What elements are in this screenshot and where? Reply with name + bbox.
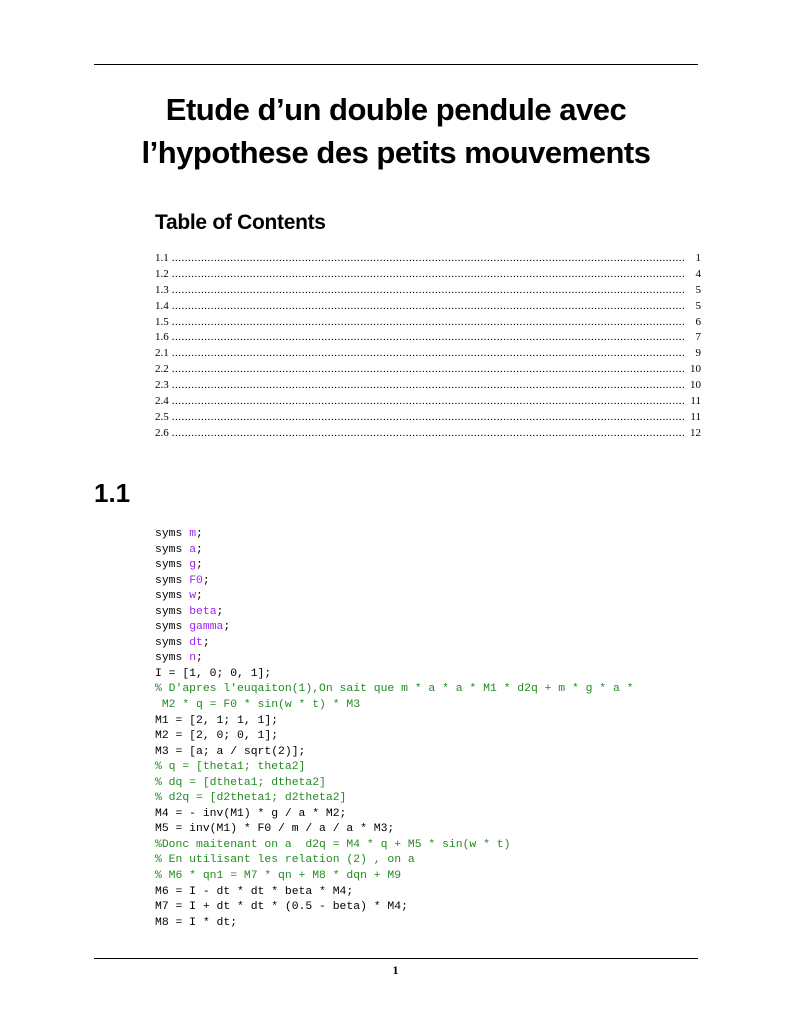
toc-entry[interactable] (155, 410, 701, 426)
code-comment-line: % M6 * qn1 = M7 * qn + M8 * dqn + M9 (155, 870, 402, 883)
code-keyword: syms (155, 590, 183, 603)
code-line-syms: syms a; (155, 543, 203, 556)
toc-leader-dots (172, 267, 686, 283)
title-line-1: Etude d’un double pendule avec (165, 92, 627, 127)
code-variable: a (189, 543, 197, 556)
title-line-2: l’hypothese des petits mouvements (141, 135, 651, 170)
code-variable: n (189, 652, 197, 665)
code-block (155, 527, 634, 931)
toc-entry-number: 2.1 (155, 347, 169, 360)
toc-entry-page: 5 (695, 283, 701, 296)
code-line: M3 = [a; a / sqrt(2)]; (155, 745, 306, 758)
code-variable: gamma (189, 621, 224, 634)
code-variable: m (189, 528, 197, 540)
code-line: M2 = [2, 0; 0, 1]; (155, 730, 279, 743)
toc-entry-page: 11 (690, 395, 701, 408)
code-keyword: syms (155, 559, 183, 572)
toc-entry-number: 1.2 (155, 267, 169, 280)
toc-entry-page: 5 (695, 299, 701, 312)
table-of-contents (155, 251, 701, 442)
toc-leader-dots (172, 251, 686, 267)
code-keyword: syms (155, 636, 183, 649)
toc-entry-page: 11 (690, 410, 701, 423)
code-line-syms: syms beta; (155, 605, 224, 618)
code-keyword: syms (155, 528, 183, 540)
toc-heading: Table of Contents (155, 211, 326, 234)
toc-entry-number: 2.3 (155, 379, 169, 392)
code-keyword: syms (155, 543, 183, 556)
toc-entry[interactable] (155, 299, 701, 315)
header-rule (94, 64, 698, 65)
code-comment-line: % q = [theta1; theta2] (155, 761, 306, 774)
toc-entry-number: 1.5 (155, 315, 169, 328)
code-line: M1 = [2, 1; 1, 1]; (155, 714, 279, 727)
code-comment-line: M2 * q = F0 * sin(w * t) * M3 (155, 699, 361, 712)
toc-entry-number: 2.6 (155, 426, 169, 439)
code-keyword: syms (155, 621, 183, 634)
toc-entry-number: 1.4 (155, 299, 169, 312)
toc-entry[interactable] (155, 394, 701, 410)
code-line: M6 = I - dt * dt * beta * M4; (155, 885, 354, 898)
toc-entry[interactable] (155, 362, 701, 378)
toc-entry-number: 2.2 (155, 363, 169, 376)
code-keyword: syms (155, 652, 183, 665)
code-line-syms: syms n; (155, 652, 203, 665)
toc-entry-page: 10 (690, 363, 701, 376)
code-line-syms: syms g; (155, 559, 203, 572)
code-line: M5 = inv(M1) * F0 / m / a / a * M3; (155, 823, 395, 836)
toc-entry[interactable] (155, 267, 701, 283)
toc-leader-dots (172, 410, 686, 426)
code-comment-line: % En utilisant les relation (2) , on a (155, 854, 415, 867)
toc-entry[interactable] (155, 251, 701, 267)
toc-leader-dots (172, 283, 686, 299)
toc-leader-dots (172, 330, 686, 346)
section-heading: 1.1 (94, 478, 131, 508)
code-variable: F0 (189, 574, 203, 587)
toc-entry[interactable] (155, 378, 701, 394)
code-variable: dt (189, 636, 203, 649)
code-keyword: syms (155, 605, 183, 618)
toc-entry-page: 4 (695, 267, 701, 280)
toc-leader-dots (172, 346, 686, 362)
page-number: 1 (392, 963, 399, 977)
toc-leader-dots (172, 315, 686, 331)
toc-entry[interactable] (155, 283, 701, 299)
toc-leader-dots (172, 362, 686, 378)
toc-entry-page: 6 (695, 315, 701, 328)
toc-entry-number: 1.6 (155, 331, 169, 344)
code-line-syms: syms dt; (155, 636, 210, 649)
code-line: M7 = I + dt * dt * (0.5 - beta) * M4; (155, 901, 408, 914)
code-line-syms: syms F0; (155, 574, 210, 587)
toc-entry-page: 9 (695, 347, 701, 360)
toc-entry[interactable] (155, 315, 701, 331)
toc-entry[interactable] (155, 426, 701, 442)
toc-leader-dots (172, 394, 686, 410)
code-keyword: syms (155, 574, 183, 587)
toc-entry-page: 10 (690, 379, 701, 392)
toc-leader-dots (172, 426, 686, 442)
code-comment-line: %Donc maitenant on a d2q = M4 * q + M5 * sin(w * t) (155, 838, 511, 851)
code-line-syms: syms m; (155, 528, 203, 540)
toc-entry[interactable] (155, 330, 701, 346)
document-title (94, 88, 698, 174)
code-line: I = [1, 0; 0, 1]; (155, 667, 272, 680)
toc-entry-page: 1 (695, 252, 701, 264)
toc-entry-number: 1.1 (155, 252, 169, 264)
code-variable: w (189, 590, 197, 603)
footer-rule (94, 958, 698, 959)
toc-entry-number: 1.3 (155, 283, 169, 296)
code-variable: beta (189, 605, 217, 618)
code-variable: g (189, 559, 197, 572)
toc-entry-number: 2.4 (155, 395, 169, 408)
code-line: M4 = - inv(M1) * g / a * M2; (155, 807, 347, 820)
code-line: M8 = I * dt; (155, 916, 238, 929)
toc-entry[interactable] (155, 346, 701, 362)
code-comment-line: % d2q = [d2theta1; d2theta2] (155, 792, 347, 805)
toc-leader-dots (172, 378, 686, 394)
toc-leader-dots (172, 299, 686, 315)
code-line-syms: syms gamma; (155, 621, 231, 634)
toc-entry-page: 7 (695, 331, 701, 344)
toc-entry-number: 2.5 (155, 410, 169, 423)
toc-entry-page: 12 (690, 426, 701, 439)
code-comment-line: % D'apres l'euqaiton(1),On sait que m * a * a * M1 * d2q + m * g * a * (155, 683, 634, 696)
code-line-syms: syms w; (155, 590, 203, 603)
code-comment-line: % dq = [dtheta1; dtheta2] (155, 776, 326, 789)
